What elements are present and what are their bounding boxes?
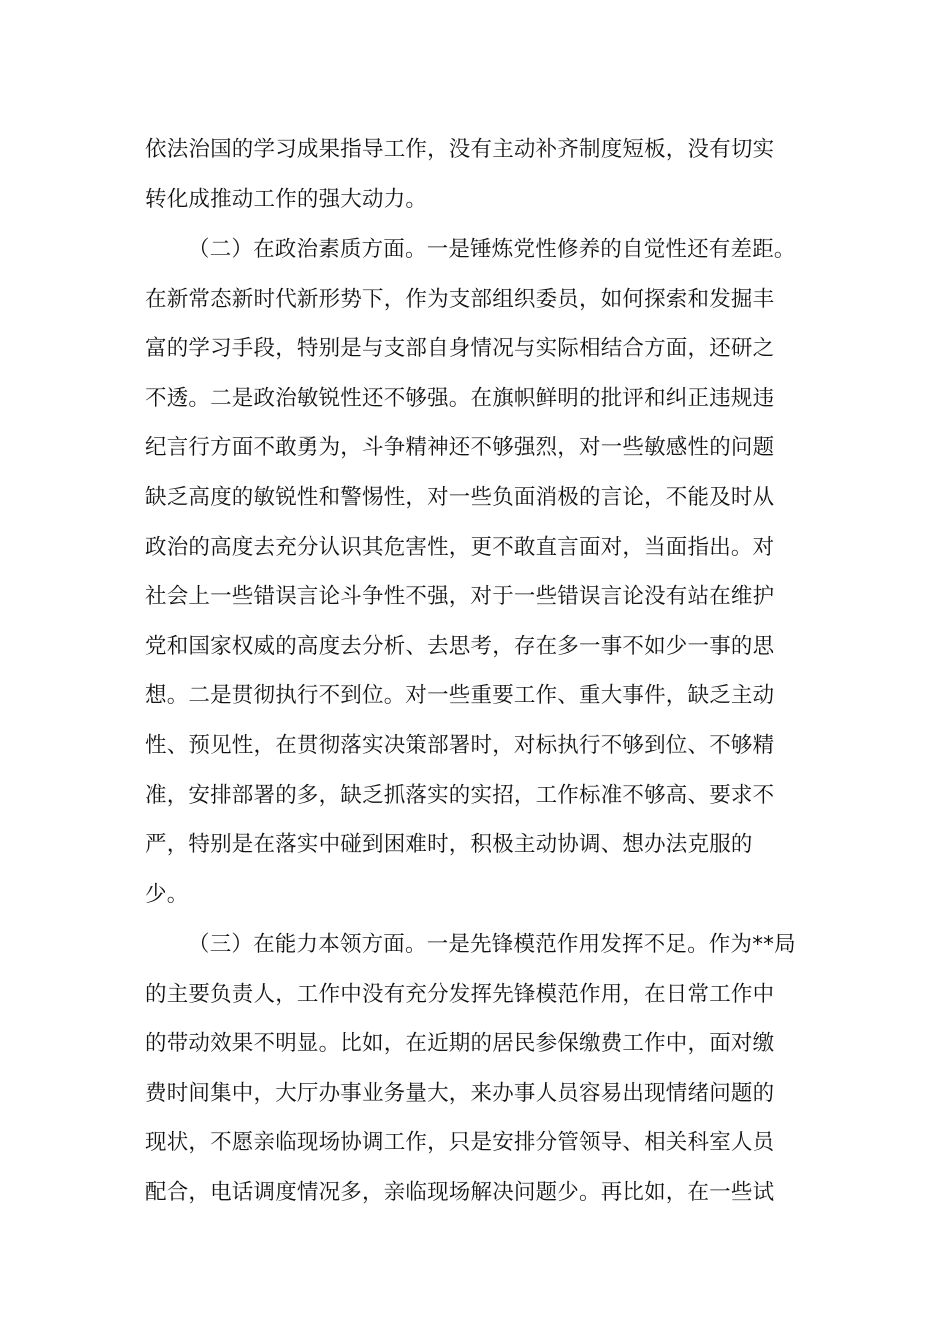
text-line: 转化成推动工作的强大动力。 xyxy=(145,186,428,212)
text-line: 想。二是贯彻执行不到位。对一些重要工作、重大事件，缺乏主动 xyxy=(145,683,775,709)
paragraph-capability xyxy=(145,920,810,1218)
text-line: 社会上一些错误言论斗争性不强，对于一些错误言论没有站在维护 xyxy=(145,584,775,610)
text-line: 费时间集中，大厅办事业务量大，来办事人员容易出现情绪问题的 xyxy=(145,1080,775,1106)
text-line: 严，特别是在落实中碰到困难时，积极主动协调、想办法克服的 xyxy=(145,832,753,858)
text-line: 的主要负责人，工作中没有充分发挥先锋模范作用，在日常工作中 xyxy=(145,981,775,1007)
text-line: 准，安排部署的多，缺乏抓落实的实招，工作标准不够高、要求不 xyxy=(145,782,775,808)
text-line: 配合，电话调度情况多，亲临现场解决问题少。再比如，在一些试 xyxy=(145,1179,775,1205)
text-line: 少。 xyxy=(145,881,189,907)
paragraph-political-quality xyxy=(145,225,810,919)
text-line: 在新常态新时代新形势下，作为支部组织委员，如何探索和发掘丰 xyxy=(145,286,775,312)
text-line: 依法治国的学习成果指导工作，没有主动补齐制度短板，没有切实 xyxy=(145,137,775,162)
text-line: （三）在能力本领方面。一是先锋模范作用发挥不足。作为**局 xyxy=(188,932,796,957)
text-line: 富的学习手段，特别是与支部自身情况与实际相结合方面，还研之 xyxy=(145,336,775,362)
text-line: 性、预见性，在贯彻落实决策部署时，对标执行不够到位、不够精 xyxy=(145,732,775,758)
paragraph-continuation xyxy=(145,125,810,224)
text-line: （二）在政治素质方面。一是锤炼党性修养的自觉性还有差距。 xyxy=(188,237,796,262)
text-line: 的带动效果不明显。比如，在近期的居民参保缴费工作中，面对缴 xyxy=(145,1031,775,1057)
text-line: 党和国家权威的高度去分析、去思考，存在多一事不如少一事的思 xyxy=(145,633,775,659)
text-line: 现状，不愿亲临现场协调工作，只是安排分管领导、相关科室人员 xyxy=(145,1130,775,1156)
text-line: 缺乏高度的敏锐性和警惕性，对一些负面消极的言论，不能及时从 xyxy=(145,484,775,510)
text-line: 纪言行方面不敢勇为，斗争精神还不够强烈，对一些敏感性的问题 xyxy=(145,435,775,461)
text-line: 政治的高度去充分认识其危害性，更不敢直言面对，当面指出。对 xyxy=(145,534,775,560)
text-line: 不透。二是政治敏锐性还不够强。在旗帜鲜明的批评和纠正违规违 xyxy=(145,385,775,411)
